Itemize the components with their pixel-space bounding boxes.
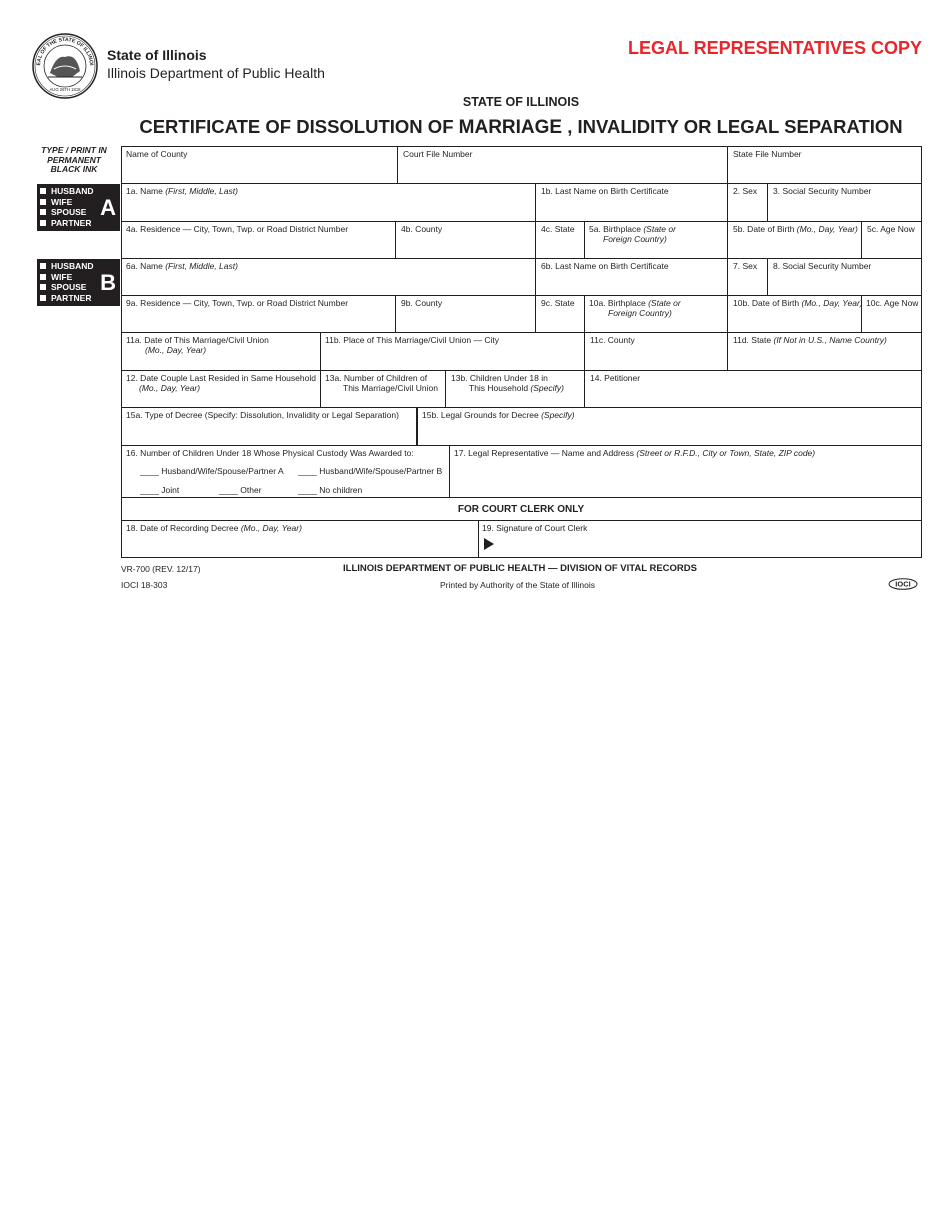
state-file-number-field[interactable]: State File Number — [733, 149, 802, 159]
party-b-birth-last-name-field[interactable]: 6b. Last Name on Birth Certificate — [541, 261, 669, 271]
party-b-birthplace-field[interactable]: 10a. Birthplace (State or Foreign Country) — [589, 298, 681, 318]
state-heading: STATE OF ILLINOIS — [462, 95, 580, 109]
custody-option-partner-b[interactable]: ____ Husband/Wife/Spouse/Partner B — [298, 466, 443, 476]
division-name: ILLINOIS DEPARTMENT OF PUBLIC HEALTH — DIVISION OF VITAL RECORDS — [343, 563, 697, 574]
title-part-2: MARRIAGE — [458, 117, 563, 138]
printed-authority: Printed by Authority of the State of Illinois — [440, 580, 595, 590]
title-part-1: CERTIFICATE OF DISSOLUTION OF — [139, 116, 459, 137]
party-b-option[interactable]: SPOUSE — [40, 282, 94, 293]
ink-instruction: TYPE / PRINT IN PERMANENT BLACK INK — [41, 145, 107, 174]
party-b-option[interactable]: HUSBAND — [40, 261, 94, 272]
party-a-ssn-field[interactable]: 3. Social Security Number — [773, 186, 872, 196]
form-number: VR-700 (REV. 12/17) — [121, 564, 201, 574]
ioci-number: IOCI 18-303 — [121, 580, 168, 590]
party-b-letter: B — [100, 270, 116, 295]
party-a-block — [37, 184, 120, 231]
custody-option-joint[interactable]: ____ Joint — [140, 485, 180, 495]
legal-representative-field[interactable]: 17. Legal Representative — Name and Address (Street or R.F.D., City or Town, State, ZIP code) — [454, 448, 816, 458]
custody-awarded-field: 16. Number of Children Under 18 Whose Physical Custody Was Awarded to: — [126, 448, 414, 458]
decree-grounds-field[interactable]: 15b. Legal Grounds for Decree (Specify) — [422, 410, 575, 420]
page-title — [0, 116, 950, 139]
party-b-state-field[interactable]: 9c. State — [541, 298, 575, 308]
party-b-ssn-field[interactable]: 8. Social Security Number — [773, 261, 872, 271]
party-a-county-field[interactable]: 4b. County — [401, 224, 443, 234]
party-a-birth-last-name-field[interactable]: 1b. Last Name on Birth Certificate — [541, 186, 669, 196]
state-seal-logo — [32, 33, 98, 99]
party-b-residence-field[interactable]: 9a. Residence — City, Town, Twp. or Road District Number — [126, 298, 349, 308]
title-part-3: , INVALIDITY OR LEGAL SEPARATION — [562, 116, 903, 137]
county-field[interactable]: Name of County — [126, 149, 188, 159]
party-a-letter: A — [100, 195, 116, 220]
seal-text: EAL OF THE STATE OF ILLINOI — [35, 36, 95, 66]
party-b-county-field[interactable]: 9b. County — [401, 298, 443, 308]
ioci-logo-text: IOCI — [895, 579, 911, 589]
party-a-sex-field[interactable]: 2. Sex — [733, 186, 758, 196]
party-b-age-field[interactable]: 10c. Age Now — [866, 298, 919, 308]
last-resided-date-field[interactable]: 12. Date Couple Last Resided in Same Household (Mo., Day, Year) — [126, 373, 316, 393]
party-b-option[interactable]: PARTNER — [40, 293, 94, 304]
party-a-options[interactable] — [40, 186, 94, 228]
custody-option-partner-a[interactable]: ____ Husband/Wife/Spouse/Partner A — [140, 466, 284, 476]
petitioner-field[interactable]: 14. Petitioner — [590, 373, 641, 383]
party-b-name-field[interactable]: 6a. Name (First, Middle, Last) — [126, 261, 238, 271]
party-b-options[interactable] — [40, 261, 94, 303]
marriage-date-field[interactable]: 11a. Date of This Marriage/Civil Union (Mo., Day, Year) — [126, 335, 269, 355]
party-b-dob-field[interactable]: 10b. Date of Birth (Mo., Day, Year) — [733, 298, 863, 308]
issuer-department: Illinois Department of Public Health — [107, 65, 325, 81]
court-clerk-heading: FOR COURT CLERK ONLY — [457, 504, 585, 515]
party-a-option[interactable]: SPOUSE — [40, 207, 94, 218]
party-a-dob-field[interactable]: 5b. Date of Birth (Mo., Day, Year) — [733, 224, 858, 234]
seal-date: AUG 26TH 1818 — [49, 87, 81, 92]
party-a-option[interactable]: WIFE — [40, 197, 94, 208]
party-a-option[interactable]: HUSBAND — [40, 186, 94, 197]
clerk-signature-field[interactable]: 19. Signature of Court Clerk — [482, 523, 588, 533]
ioci-logo-icon — [888, 578, 918, 590]
children-count-field[interactable]: 13a. Number of Children of This Marriage/Civil Union — [325, 373, 438, 393]
decree-type-field[interactable]: 15a. Type of Decree (Specify: Dissolution, Invalidity or Legal Separation) — [126, 410, 399, 420]
party-b-option[interactable]: WIFE — [40, 272, 94, 283]
court-file-number-field[interactable]: Court File Number — [403, 149, 473, 159]
marriage-state-field[interactable]: 11d. State (If Not in U.S., Name Country) — [733, 335, 887, 345]
copy-label: LEGAL REPRESENTATIVES COPY — [627, 38, 922, 58]
party-a-residence-field[interactable]: 4a. Residence — City, Town, Twp. or Road District Number — [126, 224, 349, 234]
party-a-birthplace-field[interactable]: 5a. Birthplace (State or Foreign Country) — [589, 224, 676, 244]
party-a-option[interactable]: PARTNER — [40, 218, 94, 229]
recording-date-field[interactable]: 18. Date of Recording Decree (Mo., Day, Year) — [126, 523, 302, 533]
party-a-name-field[interactable]: 1a. Name (First, Middle, Last) — [126, 186, 238, 196]
party-a-state-field[interactable]: 4c. State — [541, 224, 575, 234]
signature-arrow-icon — [484, 538, 494, 550]
party-a-age-field[interactable]: 5c. Age Now — [867, 224, 915, 234]
marriage-county-field[interactable]: 11c. County — [590, 335, 635, 345]
custody-option-no-children[interactable]: ____ No children — [298, 485, 363, 495]
issuer-state: State of Illinois — [107, 47, 207, 63]
marriage-city-field[interactable]: 11b. Place of This Marriage/Civil Union — City — [325, 335, 500, 345]
custody-option-other[interactable]: ____ Other — [219, 485, 262, 495]
party-b-block — [37, 259, 120, 306]
party-b-sex-field[interactable]: 7. Sex — [733, 261, 758, 271]
children-in-household-field[interactable]: 13b. Children Under 18 in This Household (Specify) — [451, 373, 564, 393]
